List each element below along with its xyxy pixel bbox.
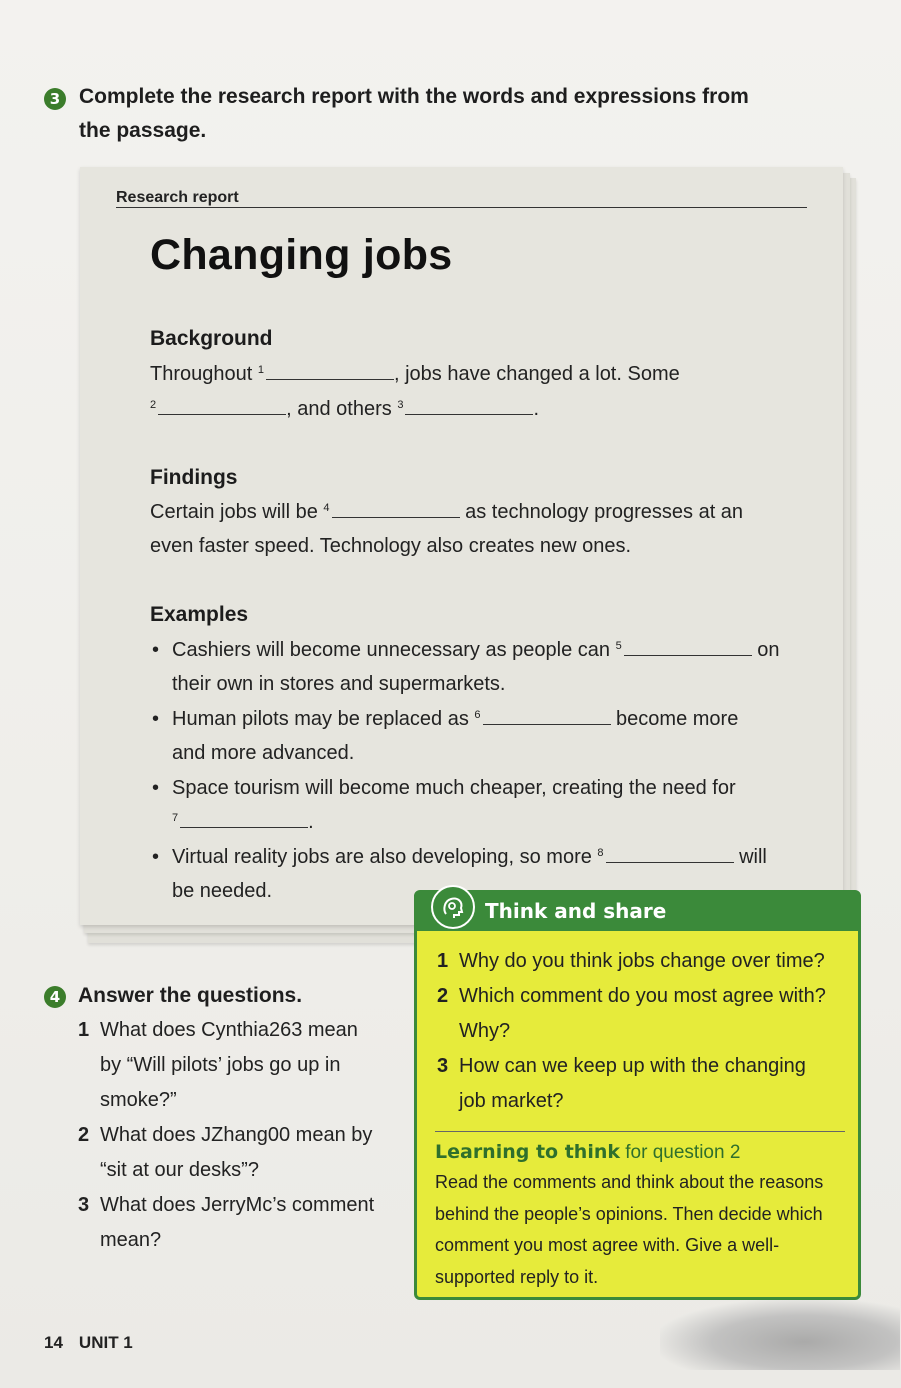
text: What does JerryMc’s comment: [100, 1194, 375, 1216]
example-3-line1: Space tourism will become much cheaper, creating the need for: [172, 777, 736, 799]
example-1-line1: [172, 633, 780, 667]
blank-number: 5: [615, 640, 622, 652]
text: What does JZhang00 mean by: [100, 1124, 373, 1146]
examples-heading: Examples: [150, 603, 249, 626]
learning-to-think-label: Learning to think: [435, 1141, 620, 1163]
text: “sit at our desks”?: [100, 1159, 259, 1181]
ts-question-2-text: [459, 979, 826, 1049]
text: by “Will pilots’ jobs go up in: [100, 1054, 341, 1076]
question-number: 2: [437, 985, 449, 1007]
blank-number: 6: [474, 709, 481, 721]
findings-line1: [150, 495, 743, 529]
question-1: [78, 1013, 89, 1048]
example-1-line2: their own in stores and supermarkets.: [172, 673, 506, 695]
question-number: 2: [78, 1124, 90, 1146]
think-and-share-header: [417, 893, 858, 931]
text: .: [533, 398, 539, 420]
report-label: Research report: [116, 189, 239, 206]
report-rule: [116, 207, 807, 208]
learning-to-think-sub: for question 2: [620, 1142, 741, 1163]
text: What does Cynthia263 mean: [100, 1019, 358, 1041]
text: mean?: [100, 1229, 162, 1251]
text: on: [751, 639, 780, 661]
text: job market?: [459, 1090, 564, 1112]
blank-number: 2: [150, 399, 157, 411]
blank-number: 4: [323, 502, 330, 514]
blank-number: 1: [257, 364, 264, 376]
text: .: [308, 811, 314, 833]
text: smoke?”: [100, 1089, 177, 1111]
background-line2: [150, 392, 539, 426]
text: will: [733, 846, 767, 868]
text: behind the people’s opinions. Then decide which: [435, 1203, 823, 1224]
text: Why?: [459, 1020, 511, 1042]
exercise-3-number: 3: [44, 88, 66, 110]
findings-heading: Findings: [150, 466, 238, 489]
example-4-line2: be needed.: [172, 880, 273, 902]
think-and-share-box: [414, 890, 861, 1300]
question-number: 3: [437, 1055, 449, 1077]
learning-to-think-heading: [435, 1137, 740, 1168]
example-2-line2: and more advanced.: [172, 742, 355, 764]
question-2: [78, 1118, 89, 1153]
example-4-line1: [172, 840, 767, 874]
blank-8[interactable]: [606, 844, 734, 863]
text: Throughout: [150, 363, 258, 385]
blank-7[interactable]: [180, 809, 308, 828]
exercise-4-number: 4: [44, 986, 66, 1008]
blank-4[interactable]: [332, 499, 460, 518]
example-3-line2: [172, 805, 314, 839]
background-line1: [150, 357, 680, 391]
ts-divider: [435, 1131, 845, 1132]
text: become more: [610, 708, 739, 730]
ts-question-2-num: [437, 979, 448, 1014]
blank-2[interactable]: [158, 396, 286, 415]
question-2-text: [100, 1118, 372, 1188]
exercise-3-line1: Complete the research report with the words and expressions from: [79, 85, 749, 108]
text: Cashiers will become unnecessary as people can: [172, 639, 616, 661]
blank-5[interactable]: [624, 637, 752, 656]
bullet-1: •: [152, 639, 160, 661]
unit-label: UNIT 1: [78, 1333, 133, 1352]
report-title: Changing jobs: [150, 231, 453, 279]
ts-question-1-text: Why do you think jobs change over time?: [459, 950, 825, 972]
text: as technology progresses at an: [459, 501, 744, 523]
exercise-3-instruction: [79, 80, 749, 148]
text: , jobs have changed a lot. Some: [393, 363, 680, 385]
research-report-paper: [80, 167, 843, 925]
ts-question-1-num: [437, 944, 448, 979]
exercise-4-title: Answer the questions.: [78, 984, 303, 1007]
bullet-4: •: [152, 846, 160, 868]
background-heading: Background: [150, 327, 273, 350]
text: supported reply to it.: [435, 1266, 599, 1287]
question-3: [78, 1188, 89, 1223]
question-number: 1: [437, 950, 449, 972]
findings-line2: even faster speed. Technology also creates new ones.: [150, 535, 632, 557]
learning-to-think-text: [435, 1167, 855, 1293]
bullet-2: •: [152, 708, 160, 730]
example-2-line1: [172, 702, 738, 736]
blank-number: 3: [397, 399, 404, 411]
think-and-share-title: Think and share: [485, 899, 667, 923]
text: Read the comments and think about the reasons: [435, 1172, 824, 1192]
blank-number: 7: [172, 812, 179, 824]
blank-number: 8: [597, 847, 604, 859]
bullet-3: •: [152, 777, 160, 799]
page-footer: [44, 1333, 133, 1353]
blank-1[interactable]: [266, 361, 394, 380]
text: Virtual reality jobs are also developing, so more: [172, 846, 598, 868]
head-with-gear-icon: [431, 885, 475, 929]
text: Which comment do you most agree with?: [459, 985, 826, 1007]
question-number: 1: [78, 1019, 90, 1041]
text: Certain jobs will be: [150, 501, 324, 523]
text: How can we keep up with the changing: [459, 1055, 806, 1077]
text: , and others: [286, 398, 398, 420]
exercise-3-line2: the passage.: [79, 119, 207, 142]
question-number: 3: [78, 1194, 90, 1216]
finger-smudge: [660, 1300, 900, 1370]
text: comment you most agree with. Give a well-: [435, 1235, 780, 1255]
ts-question-3-text: [459, 1049, 806, 1119]
question-1-text: [100, 1013, 358, 1118]
ts-question-3-num: [437, 1049, 448, 1084]
text: Human pilots may be replaced as: [172, 708, 475, 730]
page-number: 14: [44, 1333, 63, 1352]
question-3-text: [100, 1188, 374, 1258]
blank-6[interactable]: [483, 706, 611, 725]
blank-3[interactable]: [405, 396, 533, 415]
